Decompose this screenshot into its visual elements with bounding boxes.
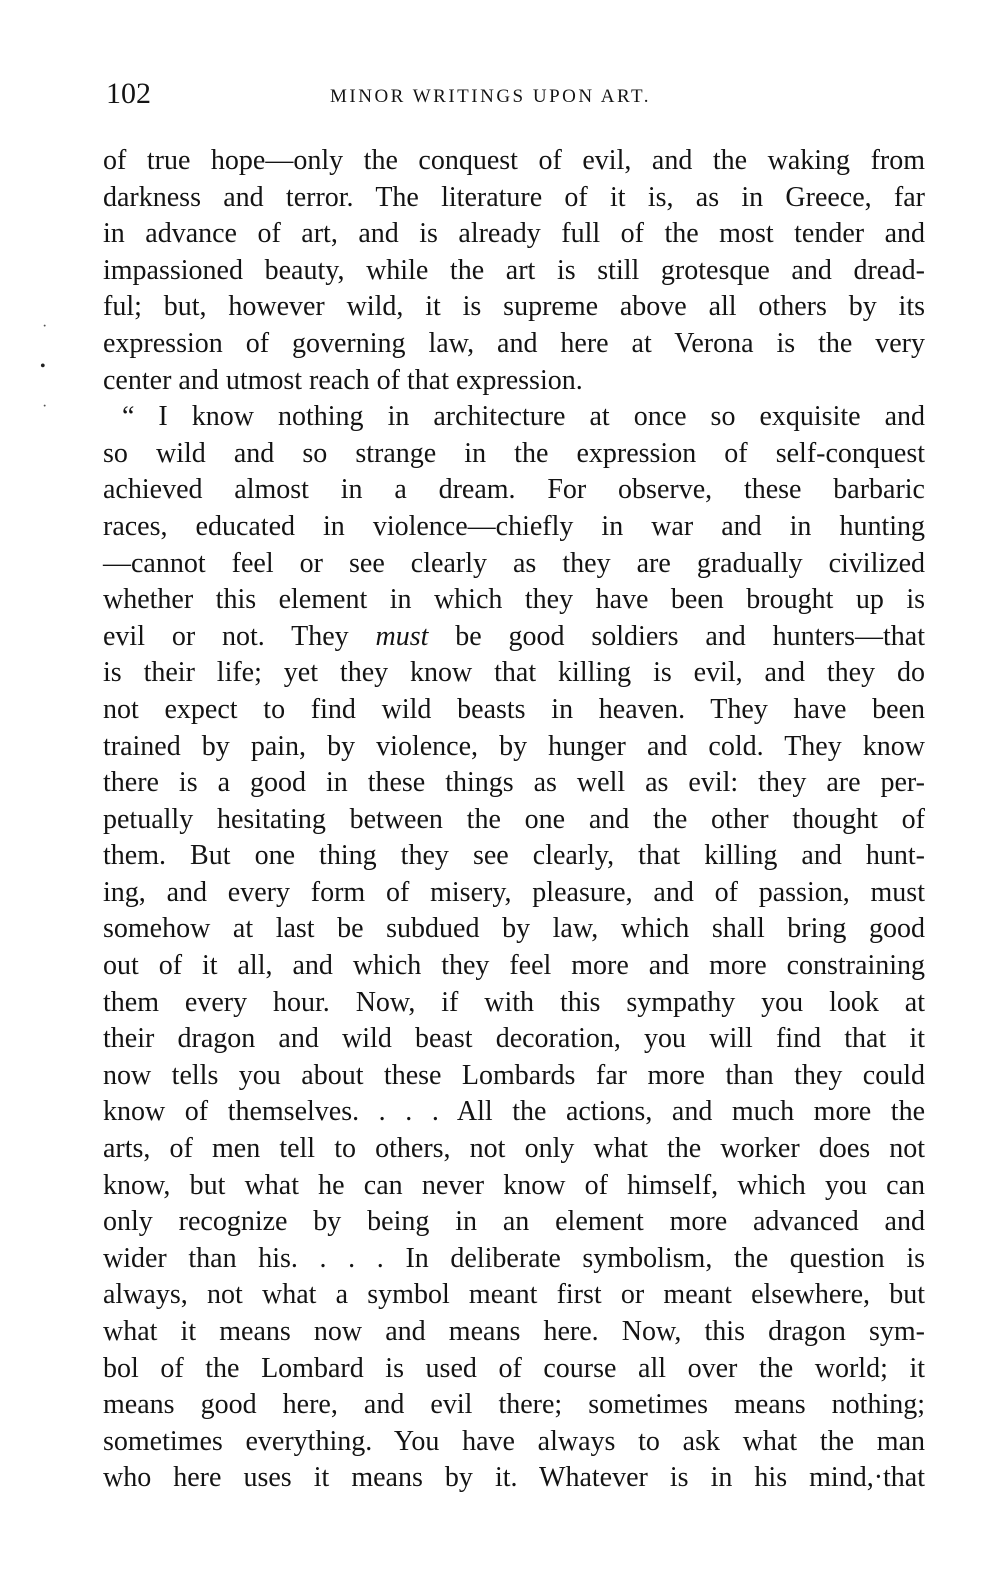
page-number: 102 <box>106 77 151 110</box>
text-line: darkness and terror. The literature of it is, as in Greece, far <box>103 181 925 213</box>
text-line: ful; but, however wild, it is supreme above all others by its <box>103 291 925 323</box>
text-line: bol of the Lombard is used of course all over the world; it <box>103 1352 925 1384</box>
text-line: so wild and so strange in the expression of self-conquest <box>103 437 925 469</box>
text-line: them every hour. Now, if with this sympathy you look at <box>103 986 925 1018</box>
text-line: always, not what a symbol meant first or meant elsewhere, but <box>103 1279 925 1311</box>
text-line: out of it all, and which they feel more and more constraining <box>103 950 925 982</box>
text-line: know, but what he can never know of himself, which you can <box>103 1169 925 1201</box>
text-fragment: evil or not. They <box>103 620 376 652</box>
text-line: them. But one thing they see clearly, that killing and hunt- <box>103 840 925 872</box>
text-line: impassioned beauty, while the art is still grotesque and dread- <box>103 254 925 286</box>
text-line: now tells you about these Lombards far more than they could <box>103 1059 925 1091</box>
text-line: there is a good in these things as well as evil: they are per- <box>103 767 925 799</box>
paragraph-start-line: “ I know nothing in architecture at once so exquisite and <box>122 401 925 433</box>
body-text <box>103 143 925 1497</box>
text-fragment: be good soldiers and hunters—that <box>428 620 925 652</box>
text-line: their dragon and wild beast decoration, you will find that it <box>103 1023 925 1055</box>
text-line: center and utmost reach of that expression. <box>103 364 583 396</box>
italic-word: must <box>375 620 429 652</box>
margin-speck: · <box>42 398 48 415</box>
text-line: of true hope—only the conquest of evil, and the waking from <box>103 145 925 176</box>
text-line: in advance of art, and is already full of the most tender and <box>103 218 925 250</box>
text-line: petually hesitating between the one and the other thought of <box>103 803 925 835</box>
text-line: races, educated in violence—chiefly in war and in hunting <box>103 510 925 542</box>
text-line: know of themselves. . . . All the actions, and much more the <box>103 1096 925 1128</box>
text-line: wider than his. . . . In deliberate symbolism, the question is <box>103 1242 925 1274</box>
text-line: is their life; yet they know that killing is evil, and they do <box>103 657 925 689</box>
running-head: MINOR WRITINGS UPON ART. <box>330 86 651 107</box>
text-line: whether this element in which they have been brought up is <box>103 584 925 616</box>
text-line: trained by pain, by violence, by hunger and cold. They know <box>103 730 925 762</box>
text-line: —cannot feel or see clearly as they are gradually civilized <box>103 547 925 579</box>
text-line: sometimes everything. You have always to ask what the man <box>103 1425 925 1457</box>
text-line: expression of governing law, and here at Verona is the very <box>103 327 925 359</box>
margin-speck: · <box>42 318 48 335</box>
text-line: what it means now and means here. Now, this dragon sym- <box>103 1316 925 1347</box>
text-line: means good here, and evil there; sometimes means nothing; <box>103 1389 925 1421</box>
text-line: achieved almost in a dream. For observe, these barbaric <box>103 474 925 506</box>
text-line: not expect to find wild beasts in heaven. They have been <box>103 693 925 725</box>
text-line-with-italic <box>103 619 925 656</box>
text-line: who here uses it means by it. Whatever is in his mind,·that <box>103 1462 925 1494</box>
text-line: ing, and every form of misery, pleasure, and of passion, must <box>103 876 925 908</box>
text-line: only recognize by being in an element more advanced and <box>103 1206 925 1238</box>
text-line: somehow at last be subdued by law, which shall bring good <box>103 913 925 945</box>
text-line: arts, of men tell to others, not only what the worker does not <box>103 1133 925 1165</box>
margin-speck: • <box>40 358 46 375</box>
